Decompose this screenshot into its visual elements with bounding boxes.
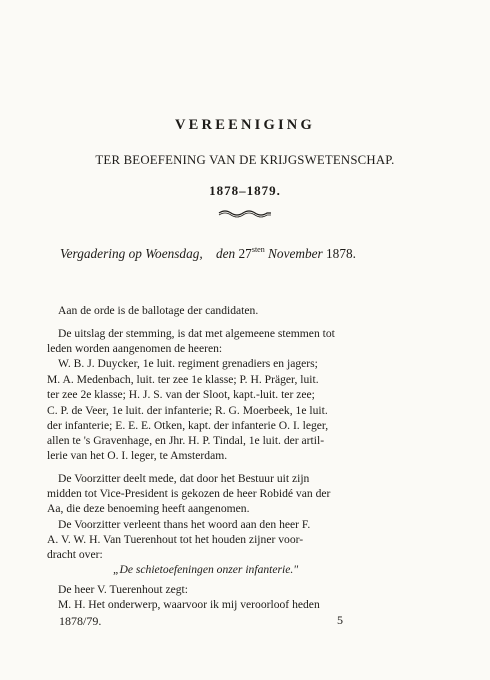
paragraph-line: allen te 's Gravenhage, en Jhr. H. P. Tindal, 1e luit. der artil- [47,434,325,447]
meeting-month: November [268,246,323,261]
lecture-title: „De schietoefeningen onzer infanterie." [113,563,299,576]
paragraph-line: M. A. Medenbach, luit. ter zee 1e klasse; P. H. Präger, luit. [47,373,319,386]
meeting-day: 27 [238,246,252,261]
signature-mark: 1878/79. [59,614,102,628]
paragraph-line: De heer V. Tuerenhout zegt: [58,583,188,596]
page-number: 5 [337,613,343,627]
paragraph-line: W. B. J. Duycker, 1e luit. regiment grenadiers en jagers; [58,357,318,370]
meeting-day-suffix: sten [251,245,265,254]
paragraph-line: ter zee 2e klasse; H. J. S. van der Sloot, kapt.-luit. ter zee; [47,388,315,401]
paragraph-line: De uitslag der stemming, is dat met algemeene stemmen tot [58,327,335,340]
paragraph-line: leden worden aangenomen de heeren: [47,342,223,355]
paragraph-ballotage: Aan de orde is de ballotage der candidaten. [58,304,259,317]
paragraph-line: M. H. Het onderwerp, waarvoor ik mij veroorloof heden [58,598,320,611]
organization-subtitle: TER BEOEFENING VAN DE KRIJGSWETENSCHAP. [95,153,395,167]
paragraph-line: De Voorzitter deelt mede, dat door het Bestuur uit zijn [58,472,310,485]
meeting-den: den [216,246,236,261]
paragraph-line: dracht over: [47,548,103,561]
organization-name: VEREENIGING [175,117,315,133]
paragraph-line: De Voorzitter verleent thans het woord aan den heer F. [58,518,311,531]
session-years: 1878–1879. [209,183,281,198]
paragraph-line: midden tot Vice-President is gekozen de heer Robidé van der [47,487,331,500]
paragraph-line: lerie van het O. I. leger, te Amsterdam. [47,449,228,462]
meeting-prefix: Vergadering op Woensdag, [60,246,203,261]
paragraph-line: Aa, die deze benoeming heeft aangenomen. [47,502,250,515]
meeting-year: 1878. [326,246,356,261]
paragraph-line: der infanterie; E. E. E. Otken, kapt. der infanterie O. I. leger, [47,419,329,432]
meeting-line [60,246,356,262]
paragraph-line: C. P. de Veer, 1e luit. der infanterie; R. G. Moerbeek, 1e luit. [47,404,328,417]
paragraph-line: A. V. W. H. Van Tuerenhout tot het houden zijner voor- [47,533,304,546]
ornament-divider-icon [218,208,272,218]
